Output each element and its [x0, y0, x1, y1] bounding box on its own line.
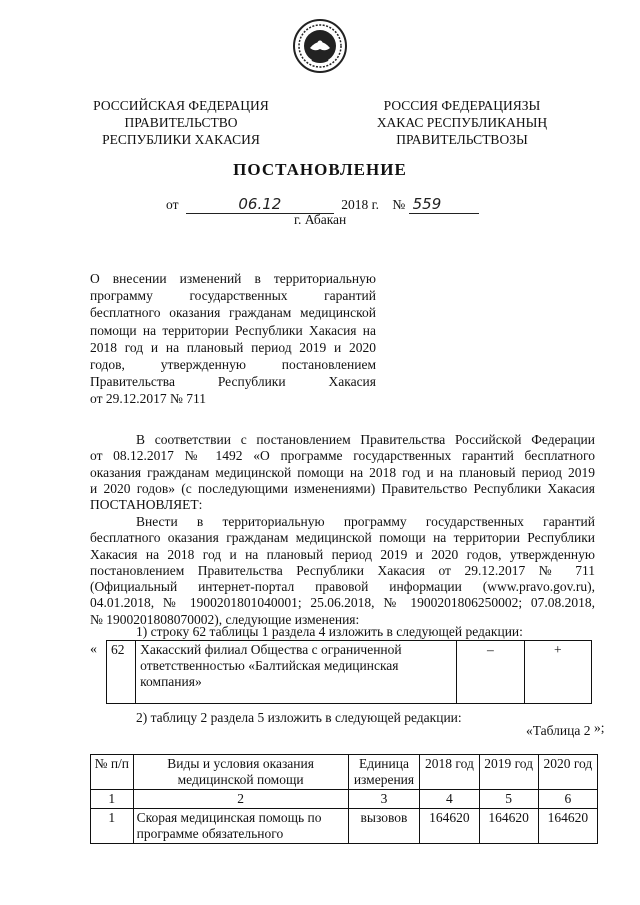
paragraph-line: В соответствии с постановлением Правительства Российской Федерации [136, 432, 595, 447]
table-2 [90, 754, 598, 844]
table-cell: Скорая медицинская помощь по программе обязательного [133, 809, 348, 844]
table-header-cell: Единица измерения [348, 755, 420, 790]
table2-caption: «Таблица 2 [526, 723, 591, 738]
paragraph-line: 04.01.2018, № 1900201801040001; 25.06.2018, № 1900201806250002; 07.08.2018, [90, 595, 595, 611]
table-header-cell: 2018 год [420, 755, 479, 790]
paragraph-line: постановлением Правительства Республики Хакасия от 29.12.2017 № 711 [90, 562, 595, 578]
table-header-cell: 2020 год [538, 755, 597, 790]
item-1-text: 1) строку 62 таблицы 1 раздела 4 изложить в следующей редакции: [136, 624, 523, 639]
table-cell-name: Хакасский филиал Общества с ограниченной ответственностью «Балтийская медицинская компания» [136, 641, 457, 704]
paragraph-line: Хакасия на 2018 год и на плановый период 2019 и 2020 годов, утвержденную [90, 546, 595, 562]
header-right [374, 97, 550, 148]
table-header-cell: № п/п [91, 755, 134, 790]
subject-line: Правительства Республики Хакасия [90, 374, 376, 390]
table-header-cell: Виды и условия оказания медицинской помощи [133, 755, 348, 790]
table-cell: вызовов [348, 809, 420, 844]
paragraph-line: (Официальный интернет-портал правовой информации (www.pravo.gov.ru), [90, 579, 595, 595]
table-cell: 164620 [479, 809, 538, 844]
number-field [409, 195, 479, 214]
date-from-label: от [166, 197, 179, 212]
document-title: ПОСТАНОВЛЕНИЕ [233, 160, 407, 179]
header-left-line-1: РОССИЙСКАЯ ФЕДЕРАЦИЯ [93, 98, 269, 113]
number-sign: № [392, 197, 406, 212]
date-handwritten: 06.12 [238, 195, 282, 213]
table-row-col-numbers [91, 790, 598, 809]
subject-line: от 29.12.2017 № 711 [90, 391, 206, 407]
paragraph-preamble [90, 432, 595, 513]
table-cell-col1: – [457, 641, 524, 704]
subject-line: О внесении изменений в территориальную [90, 271, 376, 286]
header-left [90, 97, 272, 148]
subject-line: 2018 год и на плановый период 2019 и 2020 [90, 339, 376, 355]
table-cell-num: 62 [107, 641, 136, 704]
paragraph-line: Внести в территориальную программу государственных гарантий [136, 514, 595, 529]
header-right-line-2: ХАКАС РЕСПУБЛИКАНЫҢ [376, 115, 548, 130]
table-header-row [91, 755, 598, 790]
number-handwritten: 559 [412, 195, 442, 213]
paragraph-decree [90, 514, 595, 628]
header-left-line-3: РЕСПУБЛИКИ ХАКАСИЯ [102, 132, 260, 147]
year-label: 2018 г. [341, 197, 379, 212]
table-row [107, 641, 592, 704]
table1-open-quote: « [90, 642, 97, 657]
header-right-line-1: РОССИЯ ФЕДЕРАЦИЯЗЫ [383, 98, 541, 113]
item-2-text: 2) таблицу 2 раздела 5 изложить в следующей редакции: [136, 710, 462, 725]
table-cell: 164620 [420, 809, 479, 844]
table-cell: 1 [91, 790, 134, 809]
table-cell: 4 [420, 790, 479, 809]
table-cell: 164620 [538, 809, 597, 844]
subject-line: помощи на территории Республики Хакасия на [90, 322, 376, 338]
subject-line: программу государственных гарантий [90, 288, 376, 304]
table-cell: 3 [348, 790, 420, 809]
subject-line: бесплатного оказания гражданам медицинской [90, 305, 376, 321]
header-left-line-2: ПРАВИТЕЛЬСТВО [124, 115, 238, 130]
table-cell: 6 [538, 790, 597, 809]
table-cell: 5 [479, 790, 538, 809]
paragraph-line: № 1900201808070002), следующие изменения: [90, 611, 360, 627]
table-cell: 2 [133, 790, 348, 809]
coat-of-arms-emblem [292, 18, 348, 74]
paragraph-line: и 2020 годов» (с последующими изменениями) Правительство Республики Хакасия [90, 480, 595, 496]
subject-line: годов, утвержденную постановлением [90, 357, 376, 373]
header-right-line-3: ПРАВИТЕЛЬСТВОЗЫ [396, 132, 528, 147]
table-header-cell: 2019 год [479, 755, 538, 790]
paragraph-line: оказания гражданам медицинской помощи на 2018 год и на плановый период 2019 [90, 464, 595, 480]
paragraph-line: от 08.12.2017 № 1492 «О программе государственных гарантий бесплатного [90, 448, 595, 464]
paragraph-line: ПОСТАНОВЛЯЕТ: [90, 497, 203, 513]
subject-block [90, 270, 376, 408]
table-cell-col2: + [524, 641, 591, 704]
table-1-row-62 [106, 640, 592, 704]
table-row [91, 809, 598, 844]
table-cell: 1 [91, 809, 134, 844]
paragraph-line: бесплатного оказания гражданам медицинской помощи на территории Республики [90, 530, 595, 546]
city-label: г. Абакан [294, 212, 347, 227]
table1-close-quote: »; [594, 720, 605, 735]
